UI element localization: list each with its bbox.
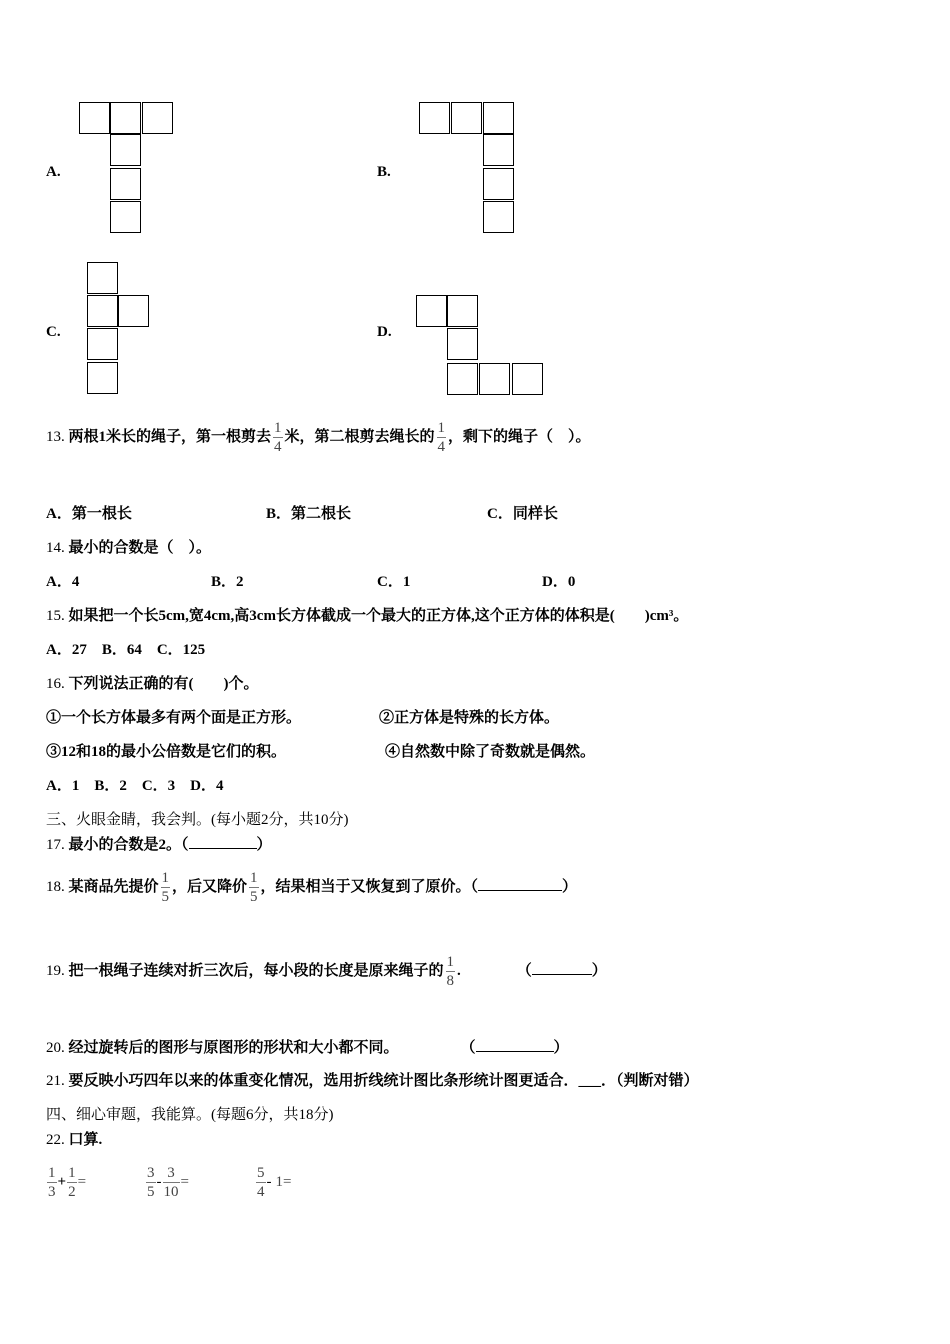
option-c-label: C. (46, 324, 61, 340)
question-text: 把一根绳子连续对折三次后，每小段的长度是原来绳子的 (68, 962, 444, 979)
bracket: ） (256, 837, 272, 853)
question-13 (46, 419, 591, 456)
numerator: 1 (274, 420, 282, 436)
option[interactable]: C．1 (377, 574, 411, 590)
net-cell (447, 328, 478, 360)
net-cell (419, 102, 450, 134)
net-cell (87, 295, 118, 327)
denominator: 5 (161, 889, 170, 905)
denominator: 4 (437, 439, 446, 455)
question-text: 最小的合数是（ ）。 (68, 540, 212, 556)
answer-blank[interactable] (532, 960, 592, 975)
question-text: 最小的合数是2。（ (68, 837, 189, 853)
option[interactable]: A．第一根长 (46, 506, 132, 522)
statement: ④自然数中除了奇数就是偶然。 (385, 744, 596, 760)
fraction (256, 1164, 266, 1201)
question-22 (46, 1130, 102, 1150)
options-line[interactable]: A．27 B．64 C．125 (46, 642, 206, 658)
expression-1 (46, 1164, 86, 1201)
bracket: （ (516, 962, 532, 979)
question-number: 18. (46, 878, 65, 895)
net-cell (447, 363, 478, 395)
question-number: 21. (46, 1073, 65, 1089)
equals-sign: = (180, 1174, 189, 1190)
options-line[interactable]: A．1 B．2 C．3 D．4 (46, 778, 224, 794)
net-cell (87, 262, 118, 294)
net-cell (142, 102, 173, 134)
net-cell (479, 363, 510, 395)
option[interactable]: B．第二根长 (266, 506, 352, 522)
question-number: 20. (46, 1040, 65, 1056)
numerator: 1 (48, 1165, 56, 1181)
net-cell (483, 134, 514, 166)
numerator: 1 (437, 420, 446, 436)
numerator: 1 (161, 870, 170, 886)
fraction (163, 1164, 180, 1201)
denominator: 3 (48, 1184, 56, 1200)
operator: + (57, 1174, 67, 1190)
question-number: 15. (46, 608, 65, 624)
expression-2 (145, 1164, 189, 1201)
question-18 (46, 869, 577, 906)
question-text: ，后又降价 (172, 878, 248, 895)
statement: ③12和18的最小公倍数是它们的积。 (46, 744, 287, 760)
net-cell (110, 201, 141, 233)
numerator: 3 (163, 1164, 180, 1183)
fraction (249, 869, 259, 906)
question-number: 22. (46, 1132, 65, 1148)
question-21 (46, 1071, 699, 1091)
option[interactable]: C．同样长 (487, 506, 558, 522)
fraction (446, 953, 456, 990)
bracket: ） (553, 1040, 569, 1056)
statement: ①一个长方体最多有两个面是正方形。 (46, 710, 302, 726)
option-d-label: D. (377, 324, 392, 340)
question-text: ，剩下的绳子（ ）。 (448, 428, 591, 445)
denominator: 10 (163, 1184, 179, 1200)
net-cell (512, 363, 543, 395)
option[interactable]: A．4 (46, 574, 80, 590)
question-number: 19. (46, 962, 65, 979)
option-b-label: B. (377, 164, 391, 180)
question-text: 两根1米长的绳子，第一根剪去 (68, 428, 272, 445)
net-cell (118, 295, 149, 327)
question-text: 米，第二根剪去绳长的 (284, 428, 435, 445)
question-text: . (457, 962, 461, 979)
operator: - (156, 1174, 162, 1190)
section-heading: 三、火眼金睛，我会判。(每小题2分，共10分) (46, 812, 349, 828)
net-cell (110, 134, 141, 166)
question-text: 如果把一个长5cm,宽4cm,高3cm长方体截成一个最大的正方体,这个正方体的体积是( )cm³。 (68, 608, 689, 624)
operator: - (266, 1174, 272, 1190)
fraction (146, 1164, 156, 1201)
net-cell (483, 168, 514, 200)
net-cell (451, 102, 482, 134)
bracket: ） (562, 878, 578, 895)
question-number: 14. (46, 540, 65, 556)
question-15 (46, 606, 688, 626)
question-20 (46, 1037, 569, 1058)
question-text: 某商品先提价 (68, 878, 159, 895)
section-heading: 四、细心审题，我能算。(每题6分，共18分) (46, 1107, 334, 1123)
option[interactable]: B．2 (211, 574, 244, 590)
denominator: 2 (68, 1184, 76, 1200)
denominator: 5 (147, 1184, 155, 1200)
question-number: 17. (46, 837, 65, 853)
answer-blank[interactable] (189, 834, 257, 849)
net-cell (483, 102, 514, 134)
net-cell (110, 102, 141, 134)
denominator: 8 (446, 973, 455, 989)
question-number: 13. (46, 428, 65, 445)
net-cell (79, 102, 110, 134)
denominator: 4 (257, 1184, 265, 1200)
statement: ②正方体是特殊的长方体。 (379, 710, 560, 726)
numerator: 1 (250, 870, 258, 886)
fraction (47, 1164, 57, 1201)
equals-sign: = (77, 1174, 87, 1190)
question-text: 口算. (68, 1132, 103, 1148)
bracket: ） (591, 962, 607, 979)
option[interactable]: D．0 (542, 574, 576, 590)
bracket: （ (460, 1040, 476, 1056)
net-cell (447, 295, 478, 327)
net-cell (110, 168, 141, 200)
expression-3 (255, 1164, 291, 1201)
numerator: 1 (446, 954, 455, 970)
answer-blank[interactable] (476, 1037, 554, 1052)
option-a-label: A. (46, 164, 61, 180)
fraction (67, 1164, 77, 1201)
numerator: 3 (147, 1165, 155, 1181)
net-cell (87, 362, 118, 394)
question-text: 经过旋转后的图形与原图形的形状和大小都不同。 (68, 1040, 399, 1056)
fraction (273, 419, 283, 456)
net-cell (87, 328, 118, 360)
question-19 (46, 953, 607, 990)
numerator: 1 (68, 1165, 76, 1181)
question-17 (46, 834, 272, 855)
question-text: 下列说法正确的有( )个。 (68, 676, 259, 692)
question-number: 16. (46, 676, 65, 692)
expression-rest: 1= (275, 1174, 292, 1190)
question-14 (46, 538, 211, 558)
net-cell (483, 201, 514, 233)
question-16 (46, 674, 259, 694)
answer-blank[interactable] (478, 876, 562, 891)
denominator: 5 (250, 889, 258, 905)
question-text: ，结果相当于又恢复到了原价。（ (260, 878, 479, 895)
question-text: 要反映小巧四年以来的体重变化情况，选用折线统计图比条形统计图更适合．___．（判断对错） (68, 1073, 699, 1089)
numerator: 5 (257, 1165, 265, 1181)
denominator: 4 (274, 439, 282, 455)
net-cell (416, 295, 447, 327)
fraction (437, 419, 447, 456)
fraction (161, 869, 171, 906)
